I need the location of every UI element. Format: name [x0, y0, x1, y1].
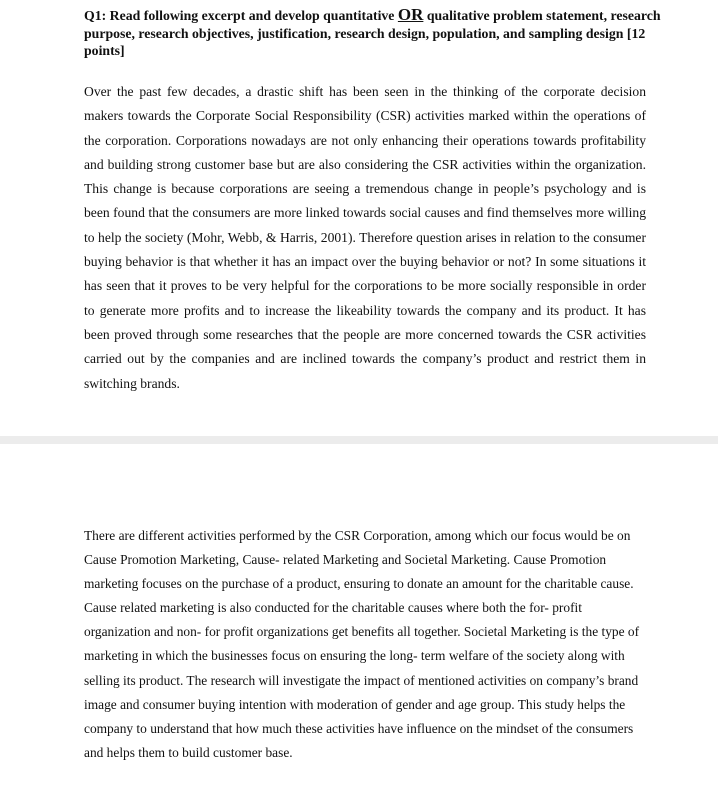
document-page-2	[0, 444, 718, 794]
excerpt-paragraph-1: Over the past few decades, a drastic shift has been seen in the thinking of the corporate decision makers towards the Corporate Social Responsibility (CSR) activities marked within the operations of the corporation. Corporations nowadays are not only enhancing their operations towards profitability and building strong customer base but are also considering the CSR activities within the organization. This change is because corporations are seeing a tremendous change in people’s psychology and is been found that the consumers are more linked towards social causes and find themselves more willing to help the society (Mohr, Webb, & Harris, 2001). Therefore question arises in relation to the consumer buying behavior is that whether it has an impact over the buying behavior or not? In some situations it has seen that it proves to be very helpful for the corporations to be more socially responsible in order to generate more profits and to increase the likeability towards the company and its product. It has been proved through some researches that the people are more concerned towards the CSR activities carried out by the companies and are inclined towards the company’s product and restrict them in switching brands.	[84, 84, 646, 391]
page-separator	[0, 436, 718, 444]
question-text-suffix: qualitative problem statement, research purpose, research objectives, justification, research design, population, and sampling design [12 points]	[84, 8, 661, 58]
question-heading	[84, 6, 674, 60]
question-or-emphasis: OR	[397, 5, 424, 24]
excerpt-paragraph-2: There are different activities performed by the CSR Corporation, among which our focus would be on Cause Promotion Marketing, Cause- related Marketing and Societal Marketing. Cause Promotion marketing focuses on the purchase of a product, ensuring to donate an amount for the charitable cause. Cause related marketing is also conducted for the charitable causes where both the for- profit organization and non- for profit organizations get benefits all together. Societal Marketing is the type of marketing in which the businesses focus on ensuring the long- term welfare of the society along with selling its product. The research will investigate the impact of mentioned activities on company’s brand image and consumer buying intention with moderation of gender and age group. This study helps the company to understand that how much these activities have influence on the mindset of the consumers and helps them to build customer base.	[84, 528, 640, 760]
question-text-prefix: Q1: Read following excerpt and develop quantitative	[84, 8, 398, 23]
